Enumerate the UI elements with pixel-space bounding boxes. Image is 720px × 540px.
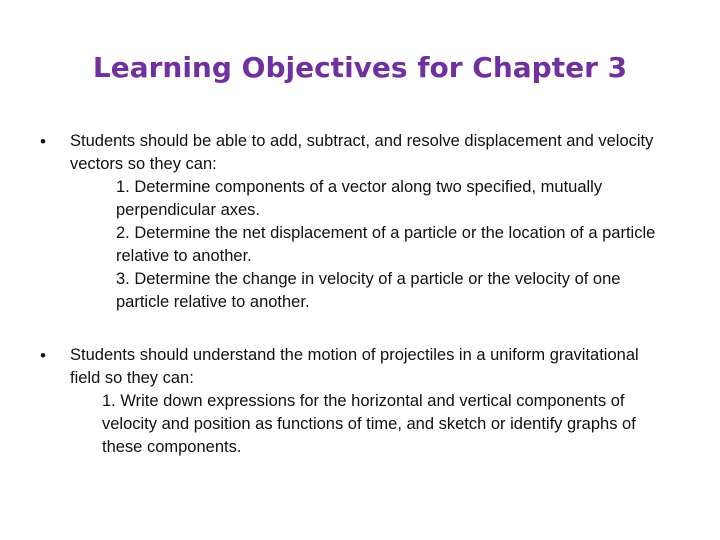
bullet-point-projectiles	[0, 344, 670, 459]
bullet-text: Students should be able to add, subtract, and resolve displacement and velocity vectors so they can:	[70, 132, 654, 173]
slide-body	[0, 130, 720, 459]
sub-objective-item: 2. Determine the net displacement of a particle or the location of a particle relative to another.	[116, 224, 656, 265]
slide-title: Learning Objectives for Chapter 3	[92, 51, 628, 84]
bullet-point-vectors	[0, 130, 660, 314]
sub-objective-list	[70, 390, 678, 459]
sub-objective-list	[70, 176, 672, 314]
sub-objective-item: 3. Determine the change in velocity of a particle or the velocity of one particle relative to another.	[116, 270, 621, 311]
bullet-marker: •	[40, 346, 46, 365]
sub-objective-item: 1. Determine components of a vector along two specified, mutually perpendicular axes.	[116, 178, 603, 219]
bullet-marker: •	[40, 132, 46, 151]
sub-objective-item: 1. Write down expressions for the horizontal and vertical components of velocity and position as functions of time, and sketch or identify graphs of these components.	[102, 392, 636, 456]
bullet-text: Students should understand the motion of projectiles in a uniform gravitational field so they can:	[70, 346, 639, 387]
